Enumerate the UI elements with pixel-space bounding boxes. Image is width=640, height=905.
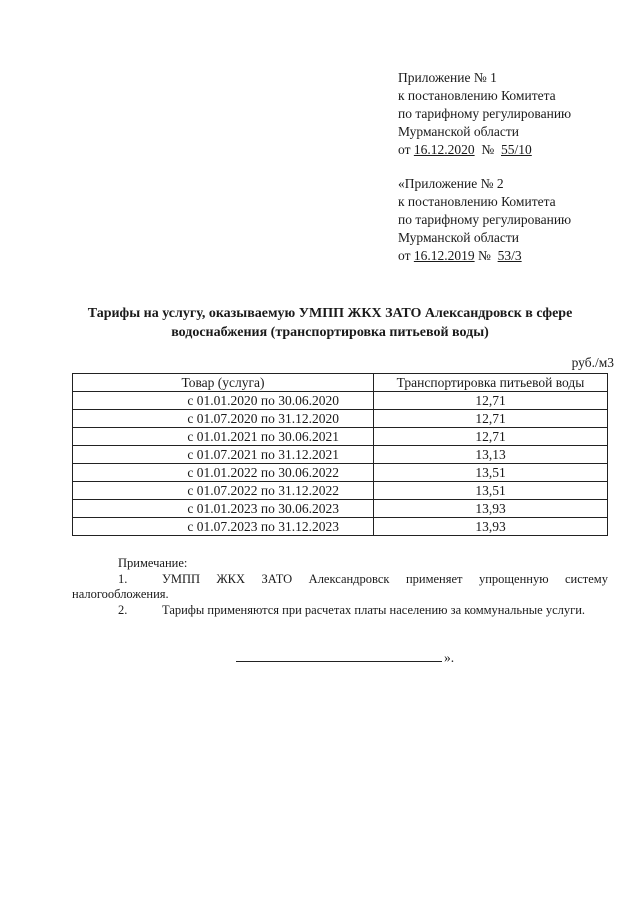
period-cell: с 01.01.2021 по 30.06.2021 [73, 428, 374, 446]
title-line-2: водоснабжения (транспортировка питьевой воды) [171, 325, 489, 340]
note-word: применяет [405, 571, 463, 586]
note-word: ЗАТО [261, 571, 293, 586]
resolution-number: 55/10 [501, 142, 532, 157]
tariff-cell: 13,51 [374, 482, 608, 500]
tariff-cell: 13,13 [374, 446, 608, 464]
period-cell: с 01.07.2023 по 31.12.2023 [73, 518, 374, 536]
table-row [73, 464, 608, 482]
period-cell: с 01.01.2020 по 30.06.2020 [73, 392, 374, 410]
tariff-cell: 13,93 [374, 518, 608, 536]
prev-appendix-region-line: Мурманской области [398, 230, 519, 245]
units-label: руб./м3 [571, 355, 614, 370]
note-text-justified [162, 572, 608, 588]
table-row [73, 482, 608, 500]
tariff-table [72, 373, 608, 536]
previous-appendix-header [398, 175, 628, 265]
notes-section [72, 556, 608, 618]
table-row [73, 518, 608, 536]
tariff-cell: 13,93 [374, 500, 608, 518]
note-item-1 [88, 572, 608, 588]
number-prefix: № [474, 142, 501, 157]
signature-line [236, 661, 442, 662]
note-number: 1. [118, 571, 128, 586]
table-row [73, 392, 608, 410]
prev-resolution-number: 53/3 [497, 248, 522, 263]
prev-appendix-date-line [398, 247, 628, 265]
table-row [73, 410, 608, 428]
column-header-service: Товар (услуга) [73, 374, 374, 392]
tariff-cell: 12,71 [374, 410, 608, 428]
table-row [73, 500, 608, 518]
prev-appendix-resolution-line: к постановлению Комитета [398, 194, 556, 209]
prev-appendix-title: «Приложение № 2 [398, 176, 504, 191]
table-header-row [73, 374, 608, 392]
note-word: УМПП [162, 571, 201, 586]
closing-quote: ». [444, 650, 455, 665]
note-item-2 [88, 603, 608, 619]
tariff-cell: 12,71 [374, 392, 608, 410]
note-word: систему [565, 571, 608, 586]
period-cell: с 01.07.2020 по 31.12.2020 [73, 410, 374, 428]
column-header-transport: Транспортировка питьевой воды [374, 374, 608, 392]
prev-number-prefix: № [474, 248, 498, 263]
note-word: упрощенную [478, 571, 549, 586]
appendix-committee-line: по тарифному регулированию [398, 106, 572, 121]
appendix-header [398, 69, 628, 159]
note-word: ЖКХ [216, 571, 246, 586]
date-prefix: от [398, 142, 414, 157]
note-word: Александровск [308, 571, 390, 586]
document-title [60, 304, 600, 342]
table-row [73, 446, 608, 464]
prev-resolution-date: 16.12.2019 [413, 248, 475, 263]
period-cell: с 01.07.2021 по 31.12.2021 [73, 446, 374, 464]
tariff-cell: 12,71 [374, 428, 608, 446]
appendix-date-line [398, 141, 628, 159]
note-number: 2. [118, 602, 128, 617]
note-continuation: налогообложения. [72, 587, 169, 601]
title-line-1: Тарифы на услугу, оказываемую УМПП ЖКХ ЗАТО Александровск в сфере [87, 306, 573, 321]
table-row [73, 428, 608, 446]
note-text: Тарифы применяются при расчетах платы населению за коммунальные услуги. [162, 602, 586, 617]
appendix-title: Приложение № 1 [398, 70, 497, 85]
prev-appendix-committee-line: по тарифному регулированию [398, 212, 572, 227]
prev-date-prefix: от [398, 248, 414, 263]
period-cell: с 01.01.2023 по 30.06.2023 [73, 500, 374, 518]
tariff-cell: 13,51 [374, 464, 608, 482]
period-cell: с 01.07.2022 по 31.12.2022 [73, 482, 374, 500]
notes-heading: Примечание: [118, 556, 188, 570]
appendix-region-line: Мурманской области [398, 124, 519, 139]
resolution-date: 16.12.2020 [413, 142, 475, 157]
period-cell: с 01.01.2022 по 30.06.2022 [73, 464, 374, 482]
appendix-resolution-line: к постановлению Комитета [398, 88, 556, 103]
